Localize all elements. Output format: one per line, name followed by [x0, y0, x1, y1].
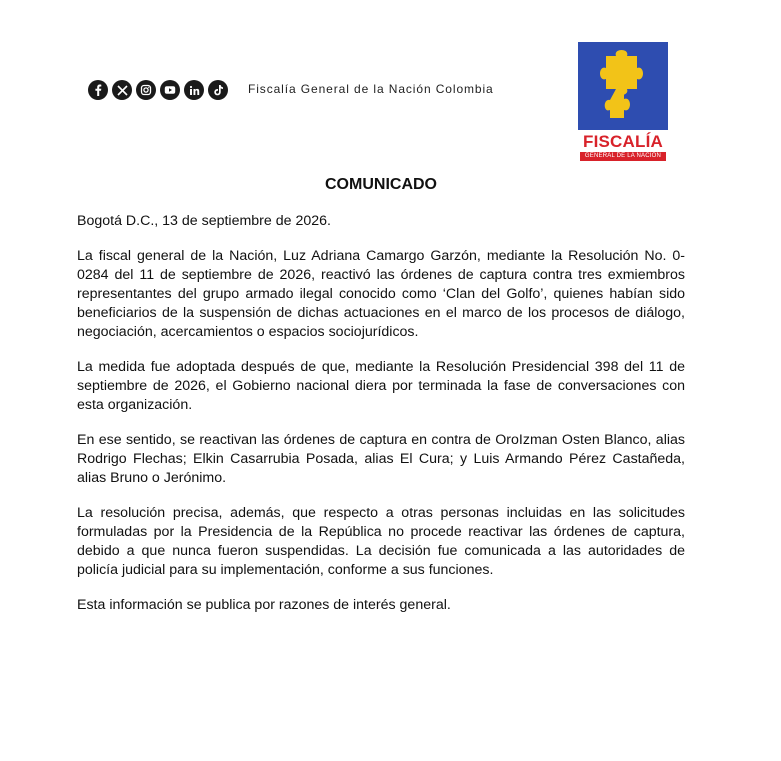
logo-subtitle: GENERAL DE LA NACIÓN — [580, 152, 666, 161]
logo-wordmark: FISCALÍA — [583, 132, 663, 151]
document-title: COMUNICADO — [325, 176, 437, 193]
facebook-icon[interactable] — [88, 80, 108, 100]
linkedin-icon[interactable] — [184, 80, 204, 100]
puzzle-icon — [578, 42, 668, 130]
paragraph-1: La fiscal general de la Nación, Luz Adriana Camargo Garzón, mediante la Resolución No. 0-0284 del 11 de septiembre de 2026, reactivó las órdenes de captura contra tres exmiembros representantes del grupo armado ilegal conocido como ‘Clan del Golfo’, quienes habían sido beneficiarios de la suspensión de dichas actuaciones en el marco de los procesos de diálogo, negociación, acercamientos o espacios sociojurídicos. — [77, 248, 685, 340]
x-icon[interactable] — [112, 80, 132, 100]
paragraph-3: En ese sentido, se reactivan las órdenes de captura en contra de OroIzman Osten Blanco, alias Rodrigo Flechas; Elkin Casarrubia Posada, alias El Cura; y Luis Armando Pérez Castañeda, alias Bruno o Jerónimo. — [77, 432, 685, 486]
fiscalia-logo — [578, 42, 668, 162]
paragraph-4: La resolución precisa, además, que respecto a otras personas incluidas en las solicitudes formuladas por la Presidencia de la República no procede reactivar las órdenes de captura, debido a que nunca fueron suspendidas. La decisión fue comunicada a las autoridades de policía judicial para su implementación, conforme a sus funciones. — [77, 505, 685, 578]
page-header — [0, 0, 781, 170]
social-links — [88, 80, 228, 100]
youtube-icon[interactable] — [160, 80, 180, 100]
document-body — [77, 174, 685, 631]
logo-square — [578, 42, 668, 130]
paragraph-5: Esta información se publica por razones de interés general. — [77, 597, 451, 613]
instagram-icon[interactable] — [136, 80, 156, 100]
organization-name: Fiscalía General de la Nación Colombia — [248, 82, 494, 96]
dateline: Bogotá D.C., 13 de septiembre de 2026. — [77, 213, 331, 229]
paragraph-2: La medida fue adoptada después de que, mediante la Resolución Presidencial 398 del 11 de septiembre de 2026, el Gobierno nacional diera por terminada la fase de conversaciones con esta organización. — [77, 359, 685, 413]
tiktok-icon[interactable] — [208, 80, 228, 100]
